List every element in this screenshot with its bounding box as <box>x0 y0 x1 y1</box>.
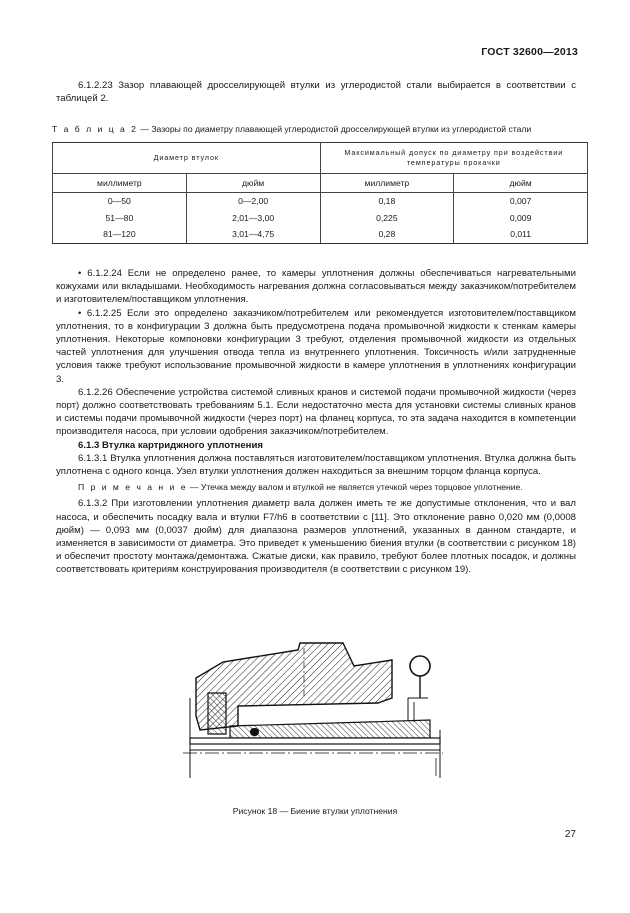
figure-caption: Рисунок 18 — Биение втулки уплотнения <box>232 806 398 816</box>
table-cell: 0,007 <box>454 193 588 210</box>
table-cell: 0,011 <box>454 226 588 243</box>
intro-paragraph <box>56 79 576 105</box>
unit-cell: миллиметр <box>53 174 187 193</box>
clause-6-1-2-25: • 6.1.2.25 Если это определено заказчиком/потребителем или рекомендуется изготовителем/поставщиком уплотнения, то в конфигурации 3 должна быть предусмотрена подача промывочной жидкости к стенкам камеры уплотнения. Некоторые компоновки конфигурации 3 требуют, отделения промывочной жидкости из отдельных частей уплотнения для улучшения отвода тепла из внутреннего уплотнения. Токсичность и/или затрудненные условия также требуют использование промывочной жидкости в камере уплотнения в уплотнениях конфигурации 3. <box>56 307 576 385</box>
table-cell: 81—120 <box>53 226 187 243</box>
clause-6-1-2-24: • 6.1.2.24 Если не определено ранее, то камеры уплотнения должны обеспечиваться нагревательными кожухами или вкладышами. Необходимость нагревания должна согласовываться между заказчиком/потребителем и изготовителем/поставщиком уплотнения. <box>56 268 576 306</box>
table-row <box>53 226 588 243</box>
table-units-row <box>53 174 588 193</box>
table-cell: 2,01—3,00 <box>186 210 320 227</box>
table-cell: 3,01—4,75 <box>186 226 320 243</box>
seal-sleeve-runout-drawing <box>178 638 448 793</box>
clearance-table <box>52 142 588 244</box>
table-row <box>53 193 588 210</box>
table-cell: 0,28 <box>320 226 454 243</box>
clause-6-1-2-23: 6.1.2.23 Зазор плавающей дросселирующей втулки из углеродистой стали выбирается в соответствии с таблицей 2. <box>56 80 576 105</box>
note <box>56 481 576 494</box>
table-cell: 51—80 <box>53 210 187 227</box>
unit-cell: дюйм <box>186 174 320 193</box>
table-head-diameter: Диаметр втулок <box>53 143 321 174</box>
table-cell: 0,009 <box>454 210 588 227</box>
table-cell: 0—2,00 <box>186 193 320 210</box>
table-header-row <box>53 143 588 174</box>
page-number: 27 <box>564 829 576 840</box>
unit-cell: миллиметр <box>320 174 454 193</box>
table-cell: 0,18 <box>320 193 454 210</box>
table-cell: 0—50 <box>53 193 187 210</box>
section-heading-6-1-3: 6.1.3 Втулка картриджного уплотнения <box>78 439 263 451</box>
note-text: — Утечка между валом и втулкой не является утечкой через торцовое уплотнение. <box>187 482 523 493</box>
table-caption <box>52 124 592 134</box>
table-head-tolerance: Максимальный допуск по диаметру при воздействии температуры прокачки <box>320 143 588 174</box>
document-standard-header: ГОСТ 32600—2013 <box>481 46 578 58</box>
clause-6-1-3-2: 6.1.3.2 При изготовлении уплотнения диаметр вала должен иметь те же допустимые отклонения, что и вал насоса, и обеспечить посадку вала и втулки F7/h6 в соответствии с [11]. Это отклонение равно 0,020 мм (0,0008 дюйм) — 0,093 мм (0,0037 дюйм) для диапазона размеров уплотнений, указанных в данном стандарте, и изменяется в зависимости от диаметра. Это приведет к уменьшению биения втулки (в соответствии с рисунком 18) и обеспечит простоту монтажа/демонтажа. Сжатые диски, как правило, требуют более плотных посадок, и должны соответствовать критериям конструирования производителя (в соответствии с рисунком 19). <box>56 498 576 576</box>
note-label: П р и м е ч а н и е <box>78 482 188 493</box>
clause-6-1-3-1: 6.1.3.1 Втулка уплотнения должна поставляться изготовителем/поставщиком уплотнения. Втулка должна быть уплотнена с одного конца. Узел втулки уплотнения должен находиться за внешним торцом фланца корпуса. <box>56 452 576 478</box>
table-row <box>53 210 588 227</box>
body-text <box>56 267 576 577</box>
unit-cell: дюйм <box>454 174 588 193</box>
clause-6-1-2-26: 6.1.2.26 Обеспечение устройства системой сливных кранов и системой подачи промывочной жидкости (через порт) должно соответствовать требованиям 5.1. Если недостаточно места для установки системы сливных кранов и системы подачи промывочной жидкости (через порт) на фланец корпуса, то эта задача находится в компетенции производителя насоса, при условии одобрения заказчиком/потребителем. <box>56 386 576 438</box>
table-cell: 0,225 <box>320 210 454 227</box>
table-caption-label: Т а б л и ц а 2 <box>52 124 138 134</box>
table-caption-text: — Зазоры по диаметру плавающей углеродистой дросселирующей втулки из углеродистой стали <box>137 124 532 134</box>
